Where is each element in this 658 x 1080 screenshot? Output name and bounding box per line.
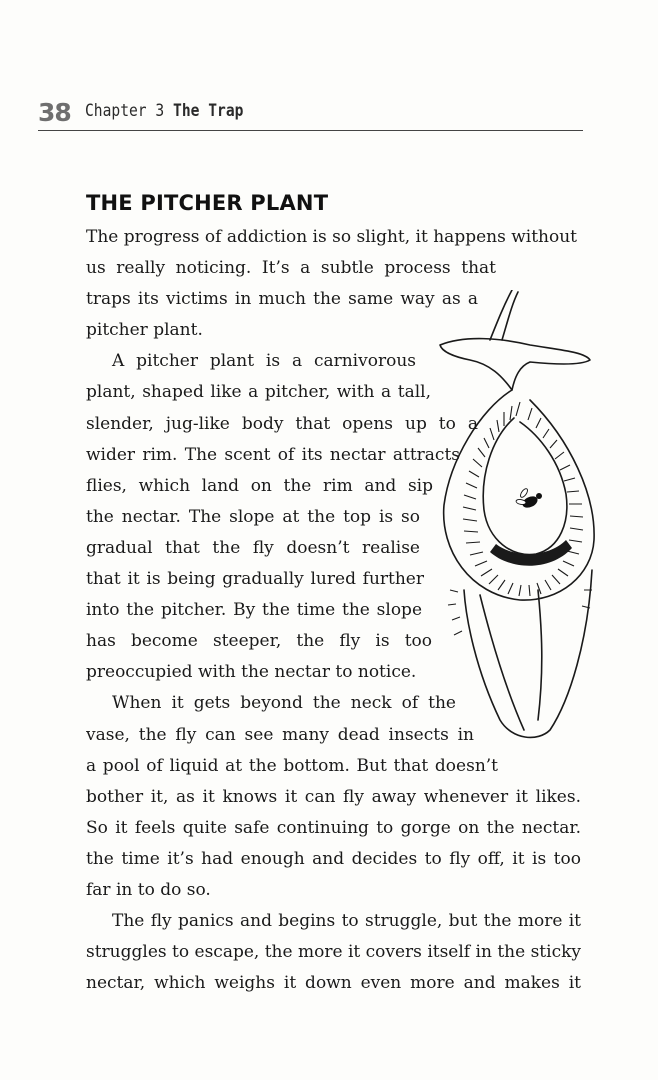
text-line: preoccupied with the nectar to notice. — [86, 662, 417, 683]
text-line: So it feels quite safe continuing to gorge on the nectar. — [86, 817, 581, 838]
text-line: slender, jug-like body that opens up to a — [86, 413, 478, 434]
text-line: wider rim. The scent of its nectar attracts — [86, 444, 460, 465]
text-line: struggles to escape, the more it covers itself in the sticky — [86, 942, 581, 963]
text-line: us really noticing. It’s a subtle process that — [86, 258, 496, 279]
text-line: The progress of addiction is so slight, it happens without — [86, 227, 577, 247]
text-line: pitcher plant. — [86, 320, 203, 341]
text-line: into the pitcher. By the time the slope — [86, 600, 422, 621]
section-title: THE PITCHER PLANT — [86, 191, 329, 215]
text-line: When it gets beyond the neck of the — [112, 693, 456, 714]
chapter-title: The Trap — [173, 101, 244, 121]
text-line: traps its victims in much the same way as a — [86, 289, 478, 310]
text-line: vase, the fly can see many dead insects in — [86, 724, 474, 745]
text-line: gradual that the fly doesn’t realise — [86, 537, 420, 558]
text-line: nectar, which weighs it down even more and makes it — [86, 973, 581, 994]
text-line: the nectar. The slope at the top is so — [86, 506, 420, 527]
text-line: has become steeper, the fly is too — [86, 631, 432, 652]
text-line: The fly panics and begins to struggle, but the more it — [112, 911, 581, 932]
text-line: flies, which land on the rim and sip — [86, 475, 433, 496]
running-header — [38, 96, 583, 131]
text-line: far in to do so. — [86, 879, 211, 900]
pitcher-plant-with-fly-illustration — [420, 290, 595, 740]
text-line: bother it, as it knows it can fly away whenever it likes. — [86, 786, 581, 807]
text-line: the time it’s had enough and decides to fly off, it is too — [86, 848, 581, 869]
text-line: that it is being gradually lured further — [86, 569, 424, 590]
running-head-text — [85, 101, 243, 121]
page-number: 38 — [38, 98, 71, 127]
text-line: A pitcher plant is a carnivorous — [112, 351, 416, 372]
chapter-label: Chapter 3 — [85, 101, 165, 121]
text-line: a pool of liquid at the bottom. But that doesn’t — [86, 755, 498, 776]
text-line: plant, shaped like a pitcher, with a tall, — [86, 382, 431, 403]
